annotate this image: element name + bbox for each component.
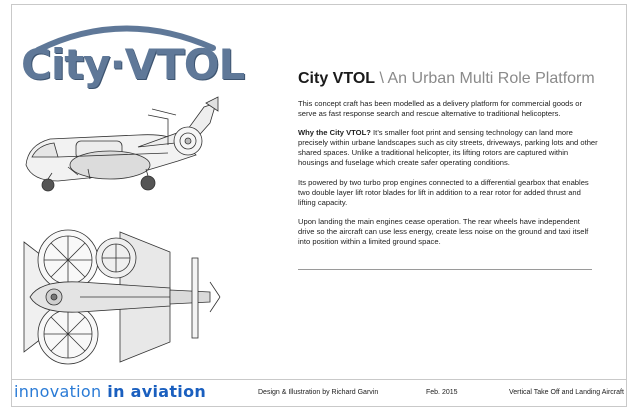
footer-caption: Vertical Take Off and Landing Aircraft [509,389,624,396]
footer-credit: Design & Illustration by Richard Garvin [258,389,379,396]
title-main: City VTOL [298,70,376,87]
paragraph-why-body: It’s smaller foot print and sensing technology can land more precisely within urbane landscapes such as city streets, driveways, parking lots and other shared spaces. Unlike a traditional helicopter, its lifting rotors are captured within housings and fuselage which create safer operating conditions. [298,128,598,168]
aircraft-side-view-drawing [18,95,223,207]
paragraph-intro: This concept craft has been modelled as a delivery platform for commercial goods or serve as fast response search and rescue alternative to traditional helicopters. [298,99,583,119]
title-subtitle: An Urban Multi Role Platform [387,70,595,87]
title-separator: \ [375,70,388,87]
brand-part-2: in aviation [101,382,207,401]
page-title [298,70,595,88]
innovation-in-aviation-brand [14,382,206,401]
brand-part-1: innovation [14,382,102,401]
description-text [298,99,598,256]
divider-line [298,269,592,270]
paragraph-why-lead: Why the City VTOL? [298,128,371,138]
paragraph-power: Its powered by two turbo prop engines connected to a differential gearbox that enables two double layer lift rotor blades for lift in addition to a rear rotor for added thrust and lifting capacity. [298,177,589,207]
logo-text: City·VTOL [21,40,245,89]
footer-date: Feb. 2015 [426,389,458,396]
paragraph-why [298,128,598,168]
aircraft-top-view-drawing [20,222,225,372]
city-vtol-logo [18,14,245,100]
paragraph-landing: Upon landing the main engines cease operation. The rear wheels have independent drive so the aircraft can use less energy, create less noise on the ground and taxi itself into position within a limited ground space. [298,216,589,247]
